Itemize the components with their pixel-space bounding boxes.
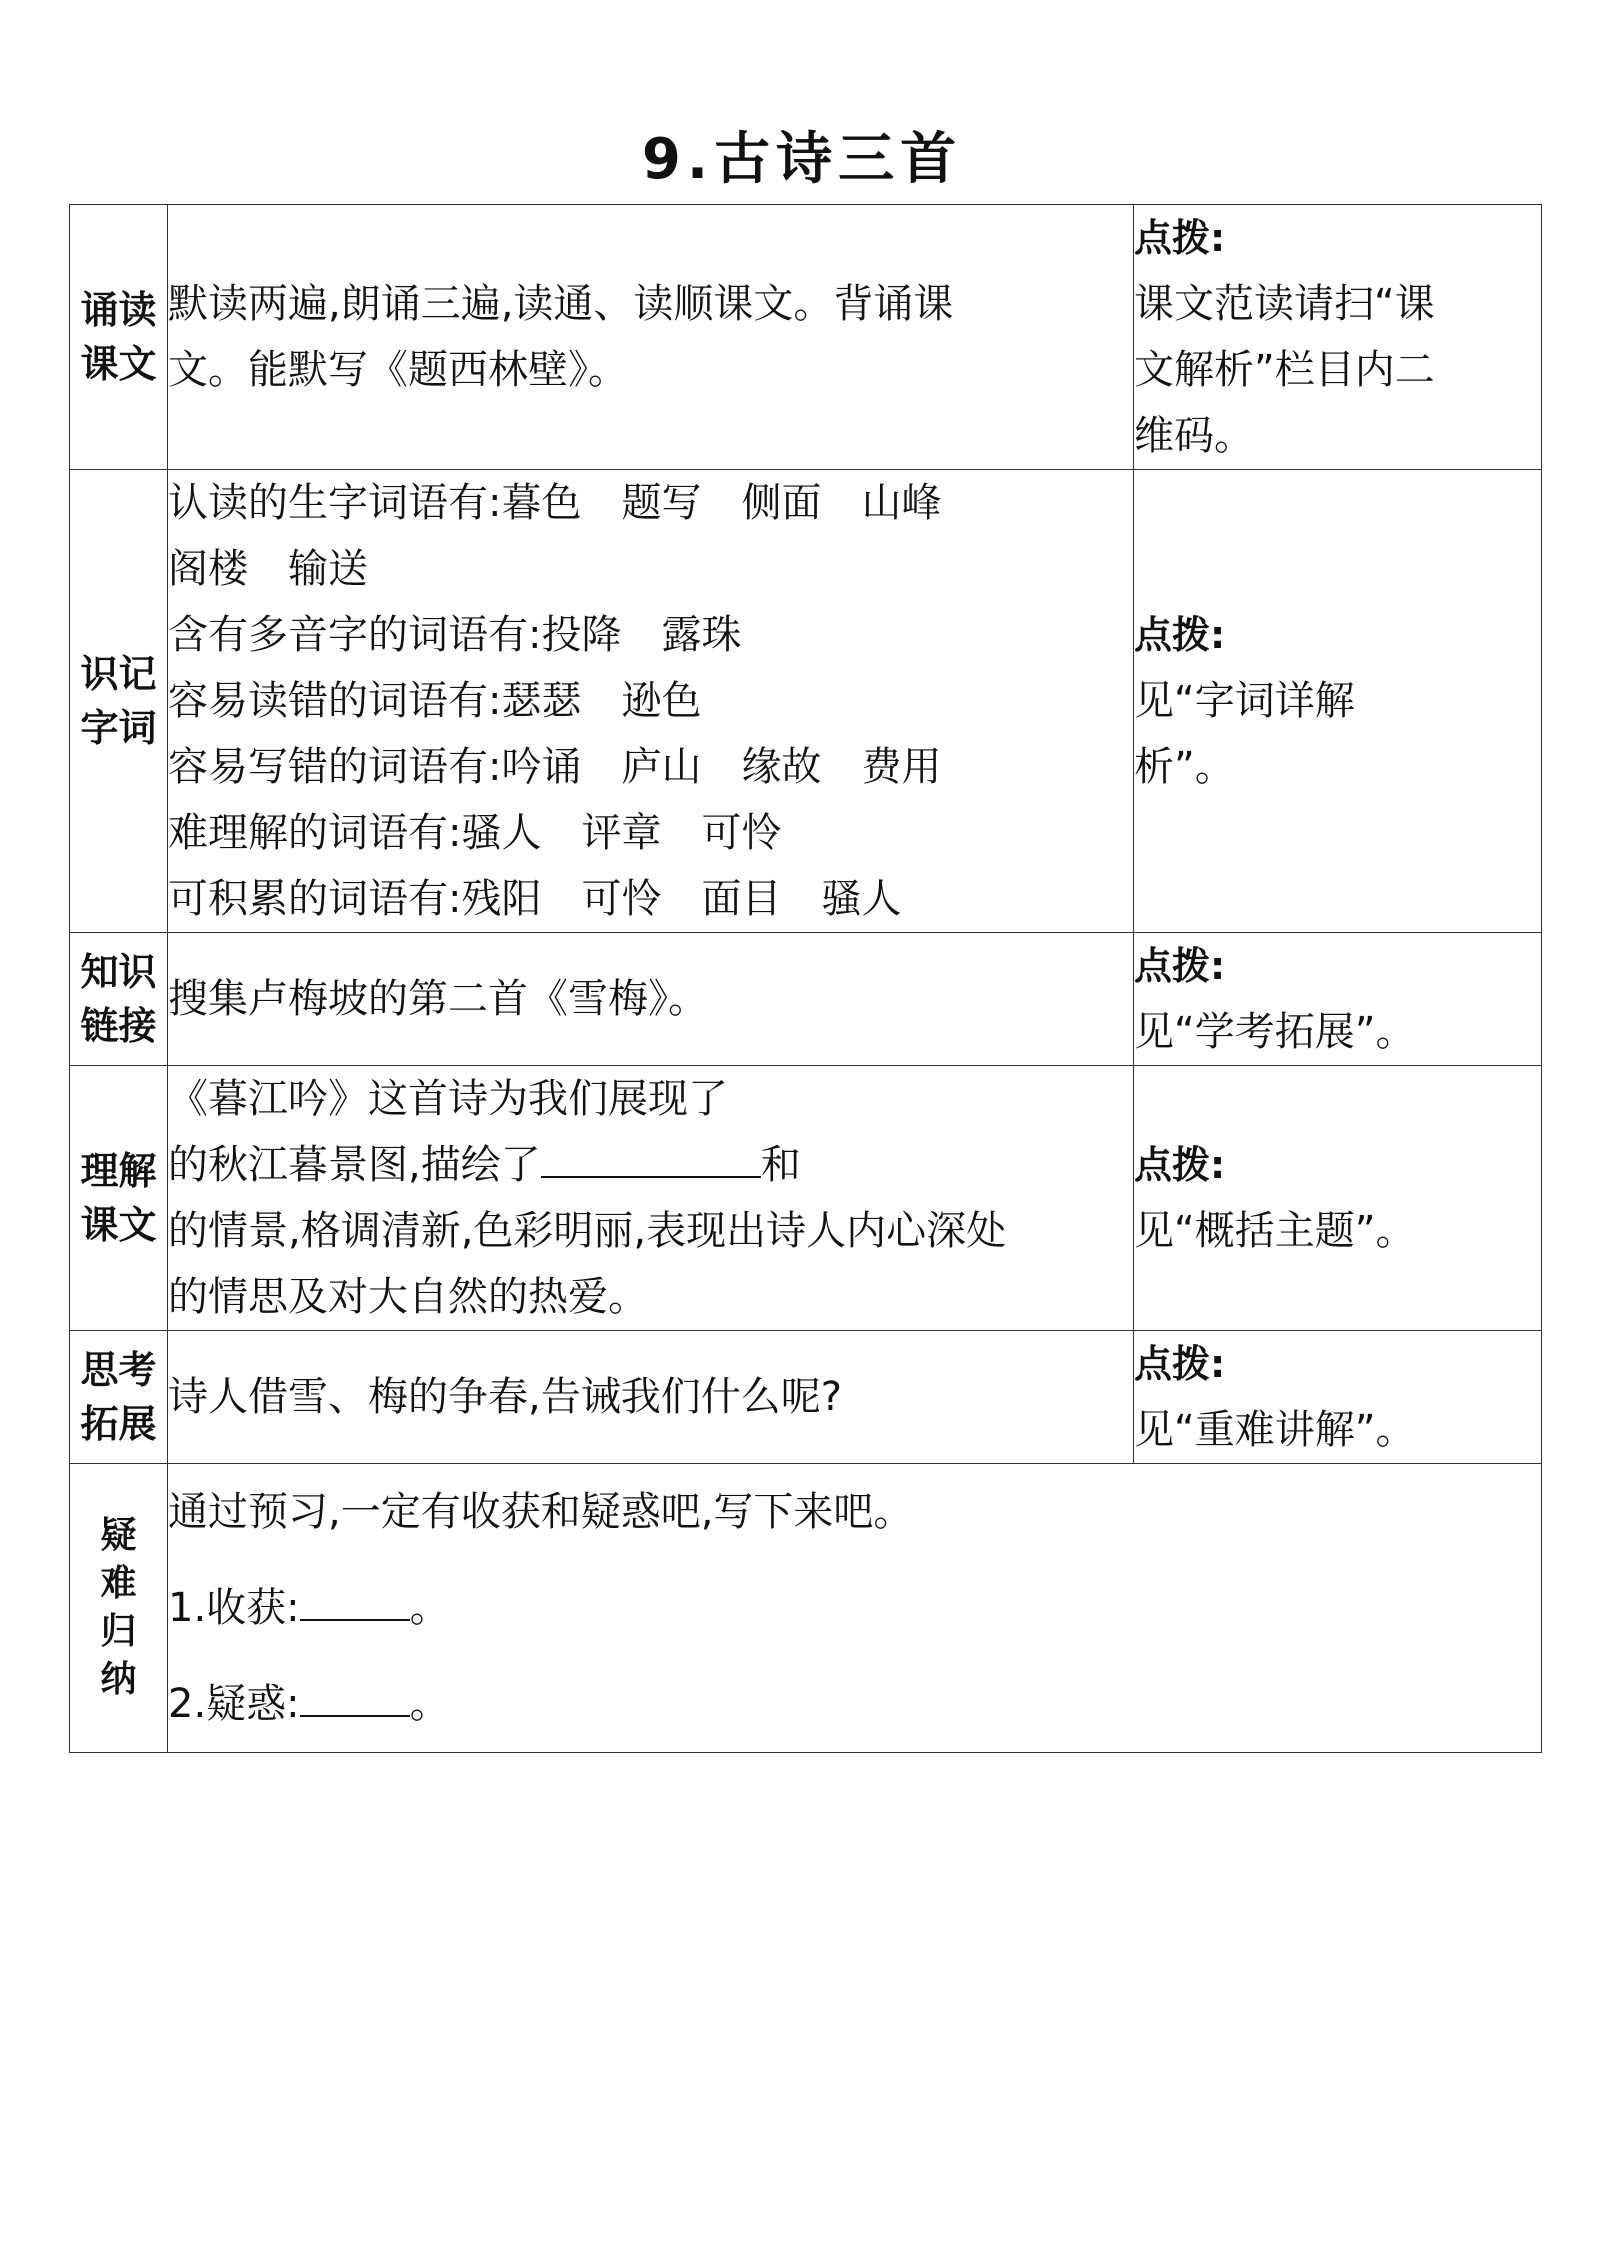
table-row: [70, 1464, 1542, 1753]
hint-title: 点拨:: [1134, 944, 1226, 988]
row-content: 通过预习,一定有收获和疑惑吧,写下来吧。 1.收获: 。 2.疑惑: 。: [168, 1464, 1542, 1753]
vocab-line: 难理解的词语有:骚人 评章 可怜: [168, 810, 782, 856]
row-content: 默读两遍,朗诵三遍,读通、读顺课文。背诵课 文。能默写《题西林壁》。: [168, 205, 1134, 470]
vocab-line: 容易写错的词语有:吟诵 庐山 缘故 费用: [168, 744, 942, 790]
table-row: [70, 470, 1542, 933]
row-label: 知识 链接: [70, 933, 168, 1066]
table-row: [70, 933, 1542, 1066]
hint-title: 点拨:: [1134, 613, 1226, 657]
row-label: 诵读 课文: [70, 205, 168, 470]
row-content: 《暮江吟》这首诗为我们展现了 的秋江暮景图,描绘了 和 的情景,格调清新,色彩明丽,表现出诗人内心深处 的情思及对大自然的热爱。: [168, 1066, 1134, 1331]
hint-cell: 点拨: 见“字词详解 析”。: [1134, 470, 1542, 933]
doubt-blank[interactable]: [300, 1673, 410, 1717]
table-row: [70, 205, 1542, 470]
row-label: 识记 字词: [70, 470, 168, 933]
harvest-blank[interactable]: [300, 1577, 410, 1621]
hint-cell: 点拨: 见“学考拓展”。: [1134, 933, 1542, 1066]
row-label: 疑 难 归 纳: [70, 1464, 168, 1753]
hint-title: 点拨:: [1134, 1143, 1226, 1187]
row-content: 诗人借雪、梅的争春,告诫我们什么呢?: [168, 1331, 1134, 1464]
table-row: [70, 1066, 1542, 1331]
doubt-line: 2.疑惑: 。: [168, 1656, 1541, 1752]
table-row: [70, 1331, 1542, 1464]
vocab-line: 认读的生字词语有:暮色 题写 侧面 山峰: [168, 480, 942, 526]
row-label: 理解 课文: [70, 1066, 168, 1331]
hint-cell: 点拨: 见“概括主题”。: [1134, 1066, 1542, 1331]
row-content: 搜集卢梅坡的第二首《雪梅》。: [168, 933, 1134, 1066]
vocab-line: 可积累的词语有:残阳 可怜 面目 骚人: [168, 876, 902, 922]
hint-title: 点拨:: [1134, 1342, 1226, 1386]
row-label: 思考 拓展: [70, 1331, 168, 1464]
page-title: 9.古诗三首: [641, 127, 963, 192]
vocab-line: 容易读错的词语有:瑟瑟 逊色: [168, 678, 702, 724]
hint-cell: 点拨: 课文范读请扫“课 文解析”栏目内二 维码。: [1134, 205, 1542, 470]
row-content: [168, 470, 1134, 933]
hint-title: 点拨:: [1134, 216, 1226, 260]
vocab-line: 含有多音字的词语有:投降 露珠: [168, 612, 742, 658]
vocab-line: 阁楼 输送: [168, 546, 368, 592]
preview-table: [69, 204, 1542, 1753]
harvest-line: 1.收获: 。: [168, 1560, 1541, 1656]
fill-in-blank[interactable]: [541, 1134, 761, 1178]
hint-cell: 点拨: 见“重难讲解”。: [1134, 1331, 1542, 1464]
